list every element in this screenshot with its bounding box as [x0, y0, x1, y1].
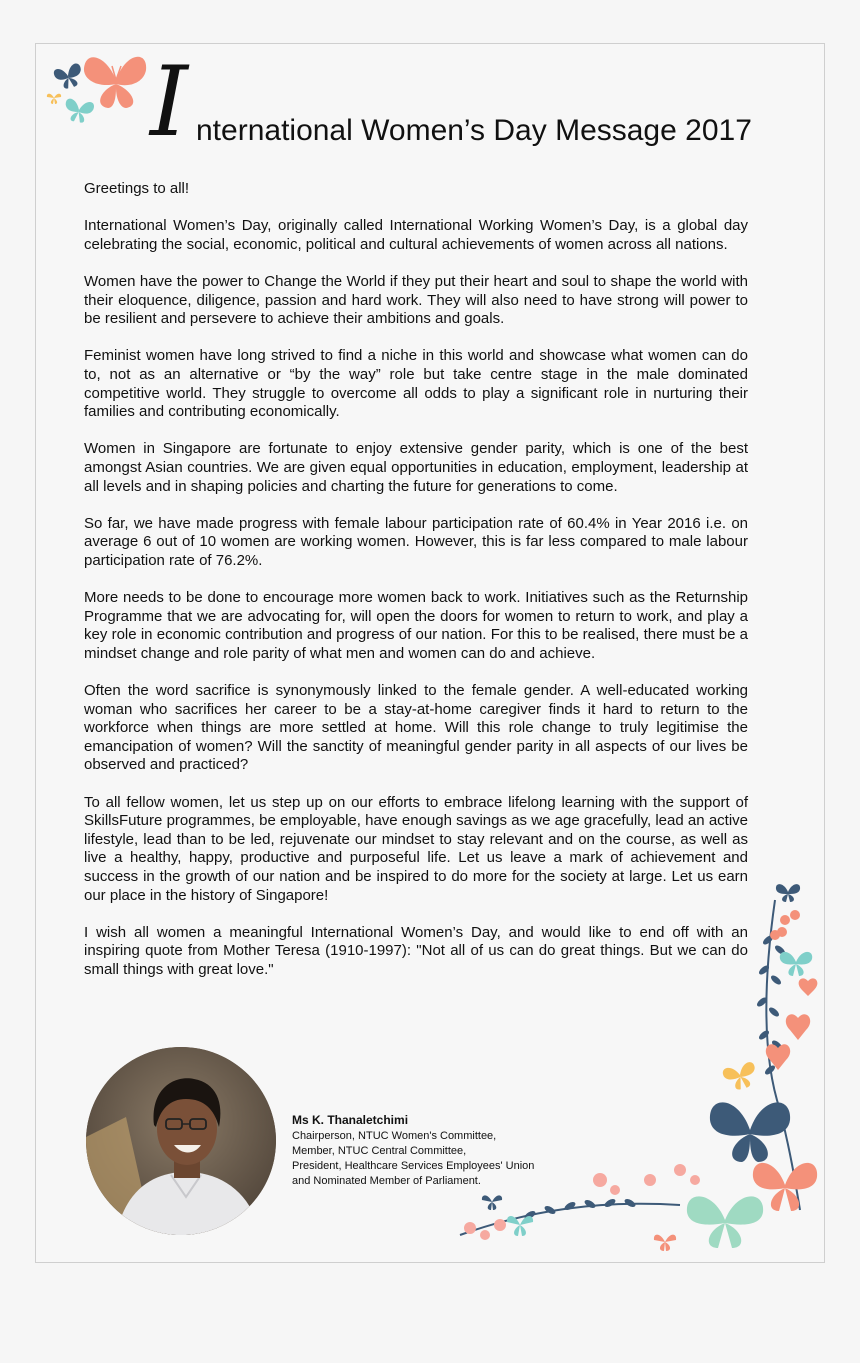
paragraph: More needs to be done to encourage more women back to work. Initiatives such as the Returnship Programme that we are advocating for, will open the doors for women to return to work, and play a key role in economic contribution and progress of our nation. For this to be realised, there must be a mindset change and role parity of what men and women can do and achieve. [84, 589, 748, 662]
signatory-title-line: Member, NTUC Central Committee, [292, 1145, 467, 1157]
paragraph: I wish all women a meaningful International Women’s Day, and would like to end off with an inspiring quote from Mother Teresa (1910-1997): "Not all of us can do great things. But we can do small things with great love." [84, 923, 748, 978]
signatory-title-line: Chairperson, NTUC Women's Committee, [292, 1130, 497, 1142]
paragraph: So far, we have made progress with female labour participation rate of 60.4% in Year 2016 i.e. on average 6 out of 10 women are working women. However, this is far less compared to male labour participation rate of 76.2%. [84, 514, 748, 569]
butterflies-cluster-icon [46, 48, 156, 133]
title-text: nternational Women’s Day Message 2017 [196, 114, 752, 147]
portrait-photo [86, 1047, 276, 1235]
paragraph: Often the word sacrifice is synonymously linked to the female gender. A well-educated working woman who sacrifices her career to be a stay-at-home caregiver finds it hard to return to the workforce when things are more settled at home. Will this role change to truly legitimise the emancipation of women? Will the sanctity of meaningful gender parity in all aspects of our lives be observed and practiced? [84, 682, 748, 774]
signatory-name: Ms K. Thanaletchimi [292, 1113, 409, 1127]
signatory-title-line: and Nominated Member of Parliament. [292, 1175, 481, 1187]
title-initial: I [150, 46, 188, 158]
signatory-title-line: President, Healthcare Services Employees' Union [292, 1160, 535, 1172]
paragraph: Greetings to all! [84, 180, 190, 197]
floral-butterfly-corner-icon [450, 880, 820, 1255]
paragraph: International Women’s Day, originally called International Working Women’s Day, is a global day celebrating the social, economic, political and cultural achievements of women across all nations. [84, 217, 748, 253]
paragraph: To all fellow women, let us step up on our efforts to embrace lifelong learning with the support of SkillsFuture programmes, be employable, have enough savings as we age gracefully, lead an active lifestyle, lead than to be led, rejuvenate our mindset to stay relevant and on the course, as well as live a healthy, happy, productive and purposeful life. Let us leave a mark of achievement and success in the growth of our nation and be inspired to do more for the society at large. Let us earn our place in the history of Singapore! [84, 793, 748, 904]
paragraph: Women in Singapore are fortunate to enjoy extensive gender parity, which is one of the best amongst Asian countries. We are given equal opportunities in education, employment, leadership at all levels and in shaping policies and charting the future for generations to come. [84, 440, 748, 495]
paragraph: Feminist women have long strived to find a niche in this world and showcase what women can do to, not as an alternative or “by the way” role but take centre stage in the male dominated competitive world. They struggle to overcome all odds to play a significant role in nurturing their families and contributing economically. [84, 347, 748, 421]
message-body [84, 180, 748, 998]
paragraph: Women have the power to Change the World if they put their heart and soul to shape the world with their eloquence, diligence, passion and hard work. They will also need to have strong will power to be resilient and persevere to achieve their ambitions and goals. [84, 272, 748, 328]
